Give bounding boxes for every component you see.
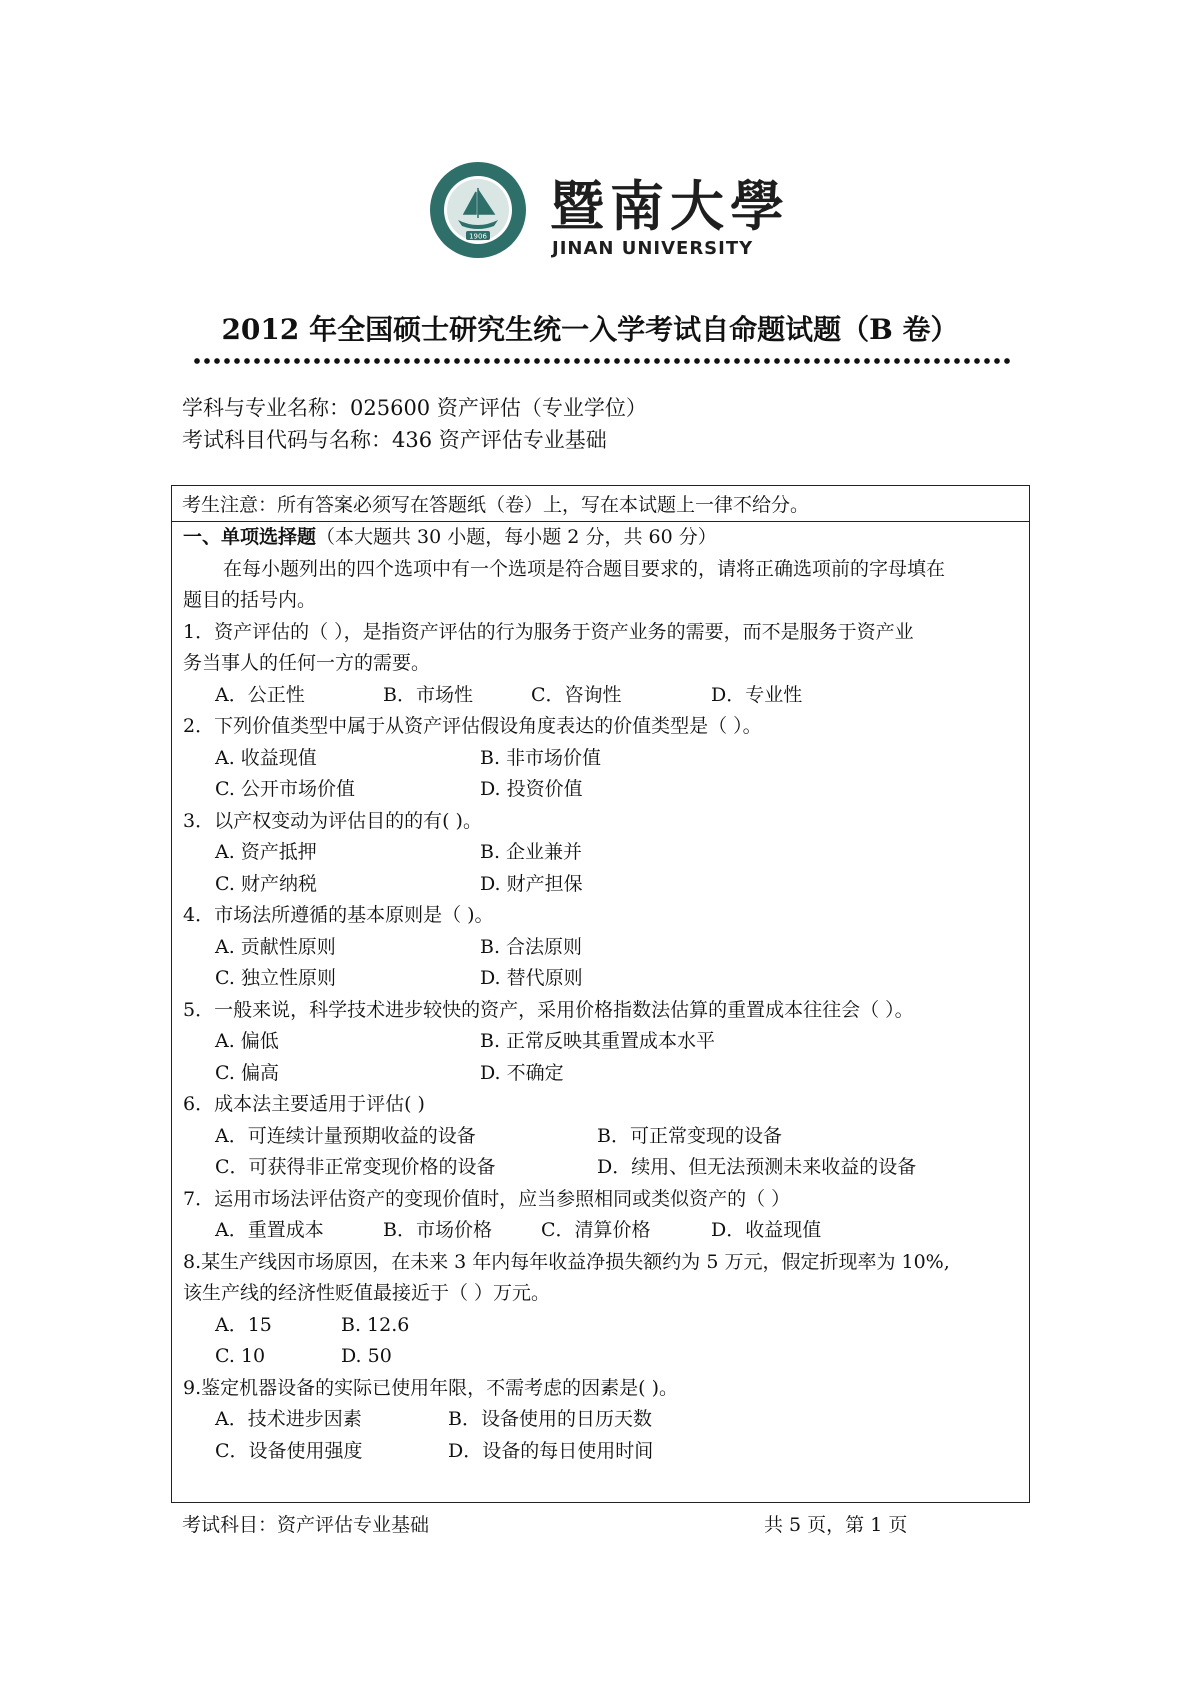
code-line: 考试科目代码与名称：436 资产评估专业基础 <box>182 428 607 452</box>
option-b: B．可正常变现的设备 <box>597 1124 782 1147</box>
option-a: A. 资产抵押 <box>215 841 317 863</box>
question-box <box>171 485 1030 1503</box>
option-d: D．收益现值 <box>711 1219 822 1241</box>
option-row <box>183 963 1021 995</box>
question-item <box>183 900 1021 995</box>
option-c: C. 偏高 <box>215 1061 279 1084</box>
option-d: D．续用、但无法预测未来收益的设备 <box>597 1156 917 1178</box>
option-row <box>183 932 1021 964</box>
question-text: 5．一般来说，科学技术进步较快的资产，采用价格指数法估算的重置成本往往会（ ）。 <box>183 998 914 1021</box>
question-item <box>183 711 1021 806</box>
option-row <box>183 1341 1021 1373</box>
instruction-line: 题目的括号内。 <box>183 589 317 611</box>
option-row <box>183 1152 1021 1184</box>
section-note: （本大题共 30 小题，每小题 2 分，共 60 分） <box>316 526 717 548</box>
option-b: B. 合法原则 <box>480 935 583 958</box>
question-item <box>183 806 1021 901</box>
option-b: B．设备使用的日历天数 <box>448 1408 652 1430</box>
question-text: 该生产线的经济性贬值最接近于（ ）万元。 <box>183 1282 551 1304</box>
option-row <box>183 1436 1021 1468</box>
option-a: A．可连续计量预期收益的设备 <box>215 1124 476 1147</box>
option-a: A．公正性 <box>215 683 305 706</box>
instruction-line: 在每小题列出的四个选项中有一个选项是符合题目要求的，请将正确选项前的字母填在 <box>223 557 946 580</box>
footer-page: 共 5 页，第 1 页 <box>764 1514 908 1536</box>
question-item <box>183 617 1021 712</box>
question-text: 8.某生产线因市场原因，在未来 3 年内每年收益净损失额约为 5 万元，假定折现率为 10%, <box>183 1250 950 1273</box>
footer-subject: 考试科目：资产评估专业基础 <box>182 1514 430 1536</box>
option-c: C．清算价格 <box>541 1219 651 1241</box>
question-item <box>183 995 1021 1090</box>
option-a: A．15 <box>215 1313 272 1336</box>
option-a: A．重置成本 <box>215 1219 324 1241</box>
exam-title: 2012 年全国硕士研究生统一入学考试自命题试题（B 卷） <box>221 313 959 346</box>
question-text: 3．以产权变动为评估目的的有( )。 <box>183 809 482 832</box>
option-d: D．设备的每日使用时间 <box>448 1439 654 1462</box>
question-text: 9.鉴定机器设备的实际已使用年限，不需考虑的因素是( )。 <box>183 1376 678 1399</box>
option-b: B. 12.6 <box>341 1313 410 1336</box>
subject-line: 学科与专业名称：025600 资产评估（专业学位） <box>182 396 647 420</box>
option-d: D. 投资价值 <box>480 778 583 800</box>
option-d: D. 替代原则 <box>480 967 583 989</box>
option-c: C. 独立性原则 <box>215 967 336 989</box>
option-b: B．市场性 <box>383 683 473 706</box>
option-a: A．技术进步因素 <box>215 1408 362 1430</box>
seal-year: 1906 <box>469 232 487 241</box>
notice-text: 考生注意：所有答案必须写在答题纸（卷）上，写在本试题上一律不给分。 <box>182 494 810 516</box>
option-b: B. 正常反映其重置成本水平 <box>480 1030 716 1052</box>
option-row <box>183 1310 1021 1342</box>
question-text: 7．运用市场法评估资产的变现价值时，应当参照相同或类似资产的（ ） <box>183 1187 791 1210</box>
option-d: D. 财产担保 <box>480 872 583 895</box>
option-d: D. 50 <box>341 1345 392 1367</box>
option-row <box>183 869 1021 901</box>
option-row <box>183 837 1021 869</box>
option-c: C. 10 <box>215 1345 266 1367</box>
option-b: B. 非市场价值 <box>480 746 602 769</box>
university-seal-icon <box>428 160 528 260</box>
option-row <box>183 1058 1021 1090</box>
question-list <box>183 617 1021 1468</box>
option-b: B. 企业兼并 <box>480 841 583 863</box>
question-text: 4．市场法所遵循的基本原则是（ )。 <box>183 904 494 926</box>
option-row <box>183 774 1021 806</box>
option-d: D. 不确定 <box>480 1061 564 1084</box>
option-row <box>183 743 1021 775</box>
logo-english-name: JINAN UNIVERSITY <box>552 238 754 259</box>
dotted-divider <box>192 358 1014 364</box>
question-text: 2．下列价值类型中属于从资产评估假设角度表达的价值类型是（ ）。 <box>183 715 762 737</box>
question-text: 1．资产评估的（ ），是指资产评估的行为服务于资产业务的需要，而不是服务于资产业 <box>183 620 914 643</box>
question-text: 务当事人的任何一方的需要。 <box>183 652 431 674</box>
question-text: 6．成本法主要适用于评估( ) <box>183 1093 425 1115</box>
option-c: C．可获得非正常变现价格的设备 <box>215 1156 496 1178</box>
option-a: A. 偏低 <box>215 1030 279 1052</box>
question-item <box>183 1089 1021 1184</box>
question-content <box>183 522 1021 1467</box>
section-title: 一、单项选择题 <box>183 526 317 548</box>
option-row <box>183 1026 1021 1058</box>
option-row <box>183 680 1021 712</box>
option-row <box>183 1121 1021 1153</box>
logo-chinese-name: 暨南大學 <box>550 174 790 238</box>
university-logo <box>428 160 790 260</box>
option-d: D．专业性 <box>711 683 803 706</box>
option-c: C．咨询性 <box>531 683 622 706</box>
question-item <box>183 1184 1021 1247</box>
option-a: A. 收益现值 <box>215 746 317 769</box>
question-item <box>183 1373 1021 1468</box>
option-c: C．设备使用强度 <box>215 1439 363 1462</box>
option-c: C. 财产纳税 <box>215 872 317 895</box>
option-c: C. 公开市场价值 <box>215 778 355 800</box>
option-b: B．市场价格 <box>383 1219 492 1241</box>
notice-row <box>172 486 1029 522</box>
question-item <box>183 1247 1021 1373</box>
section-heading <box>183 522 1021 554</box>
option-row <box>183 1404 1021 1436</box>
option-a: A. 贡献性原则 <box>215 935 336 958</box>
option-row <box>183 1215 1021 1247</box>
